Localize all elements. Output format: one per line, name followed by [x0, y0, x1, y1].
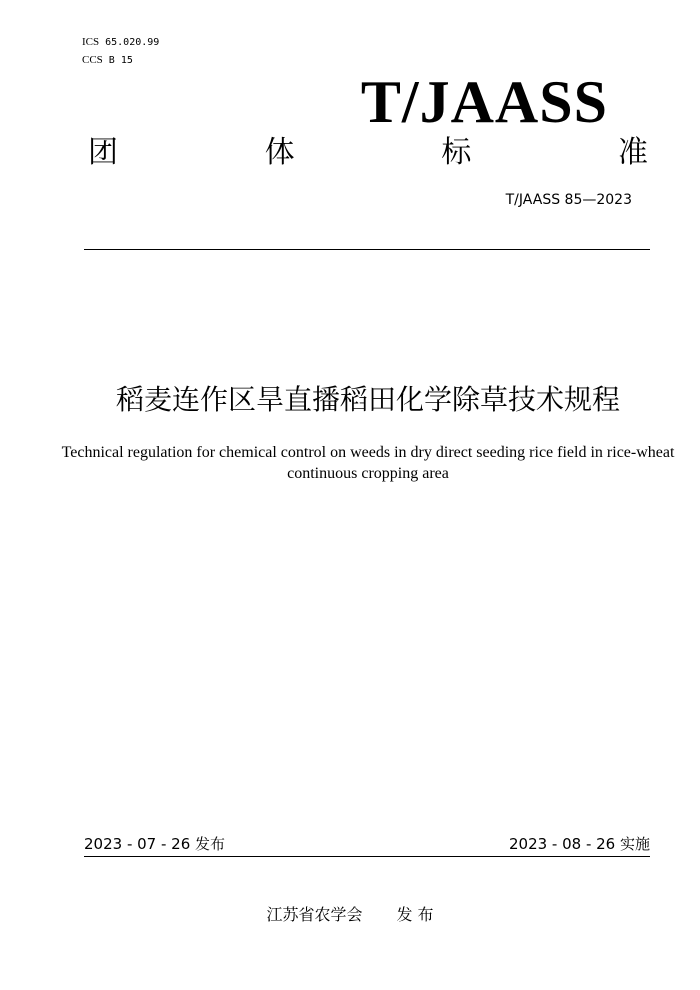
implementation-date: 2023 - 08 - 26 实施 — [508, 835, 650, 853]
footer-divider — [84, 856, 650, 857]
standard-type-heading — [88, 134, 648, 172]
document-title-english: Technical regulation for chemical control on weeds in dry direct seeding rice field in rice-wheat continuous cropping area — [61, 444, 675, 482]
ccs-classification — [82, 53, 133, 68]
ics-classification — [82, 35, 159, 50]
publisher-line — [0, 904, 700, 926]
standard-type-char: 团 — [88, 135, 118, 170]
standard-type-char: 标 — [441, 135, 472, 170]
publish-action: 发 布 — [396, 905, 434, 924]
ccs-label: CCS — [82, 54, 103, 66]
brand-logo: T/JAASS — [360, 69, 608, 135]
header-divider — [84, 249, 650, 250]
ics-code: 65.020.99 — [105, 37, 160, 48]
ics-label: ICS — [82, 36, 100, 48]
publisher-name: 江苏省农学会 — [266, 905, 363, 924]
standard-type-char: 准 — [617, 135, 648, 170]
standard-number: T/JAASS 85—2023 — [505, 192, 632, 208]
document-title-chinese: 稻麦连作区旱直播稻田化学除草技术规程 — [115, 383, 620, 416]
standard-type-char: 体 — [264, 135, 295, 170]
ccs-code: B 15 — [108, 55, 133, 66]
issue-date: 2023 - 07 - 26 发布 — [84, 835, 226, 853]
